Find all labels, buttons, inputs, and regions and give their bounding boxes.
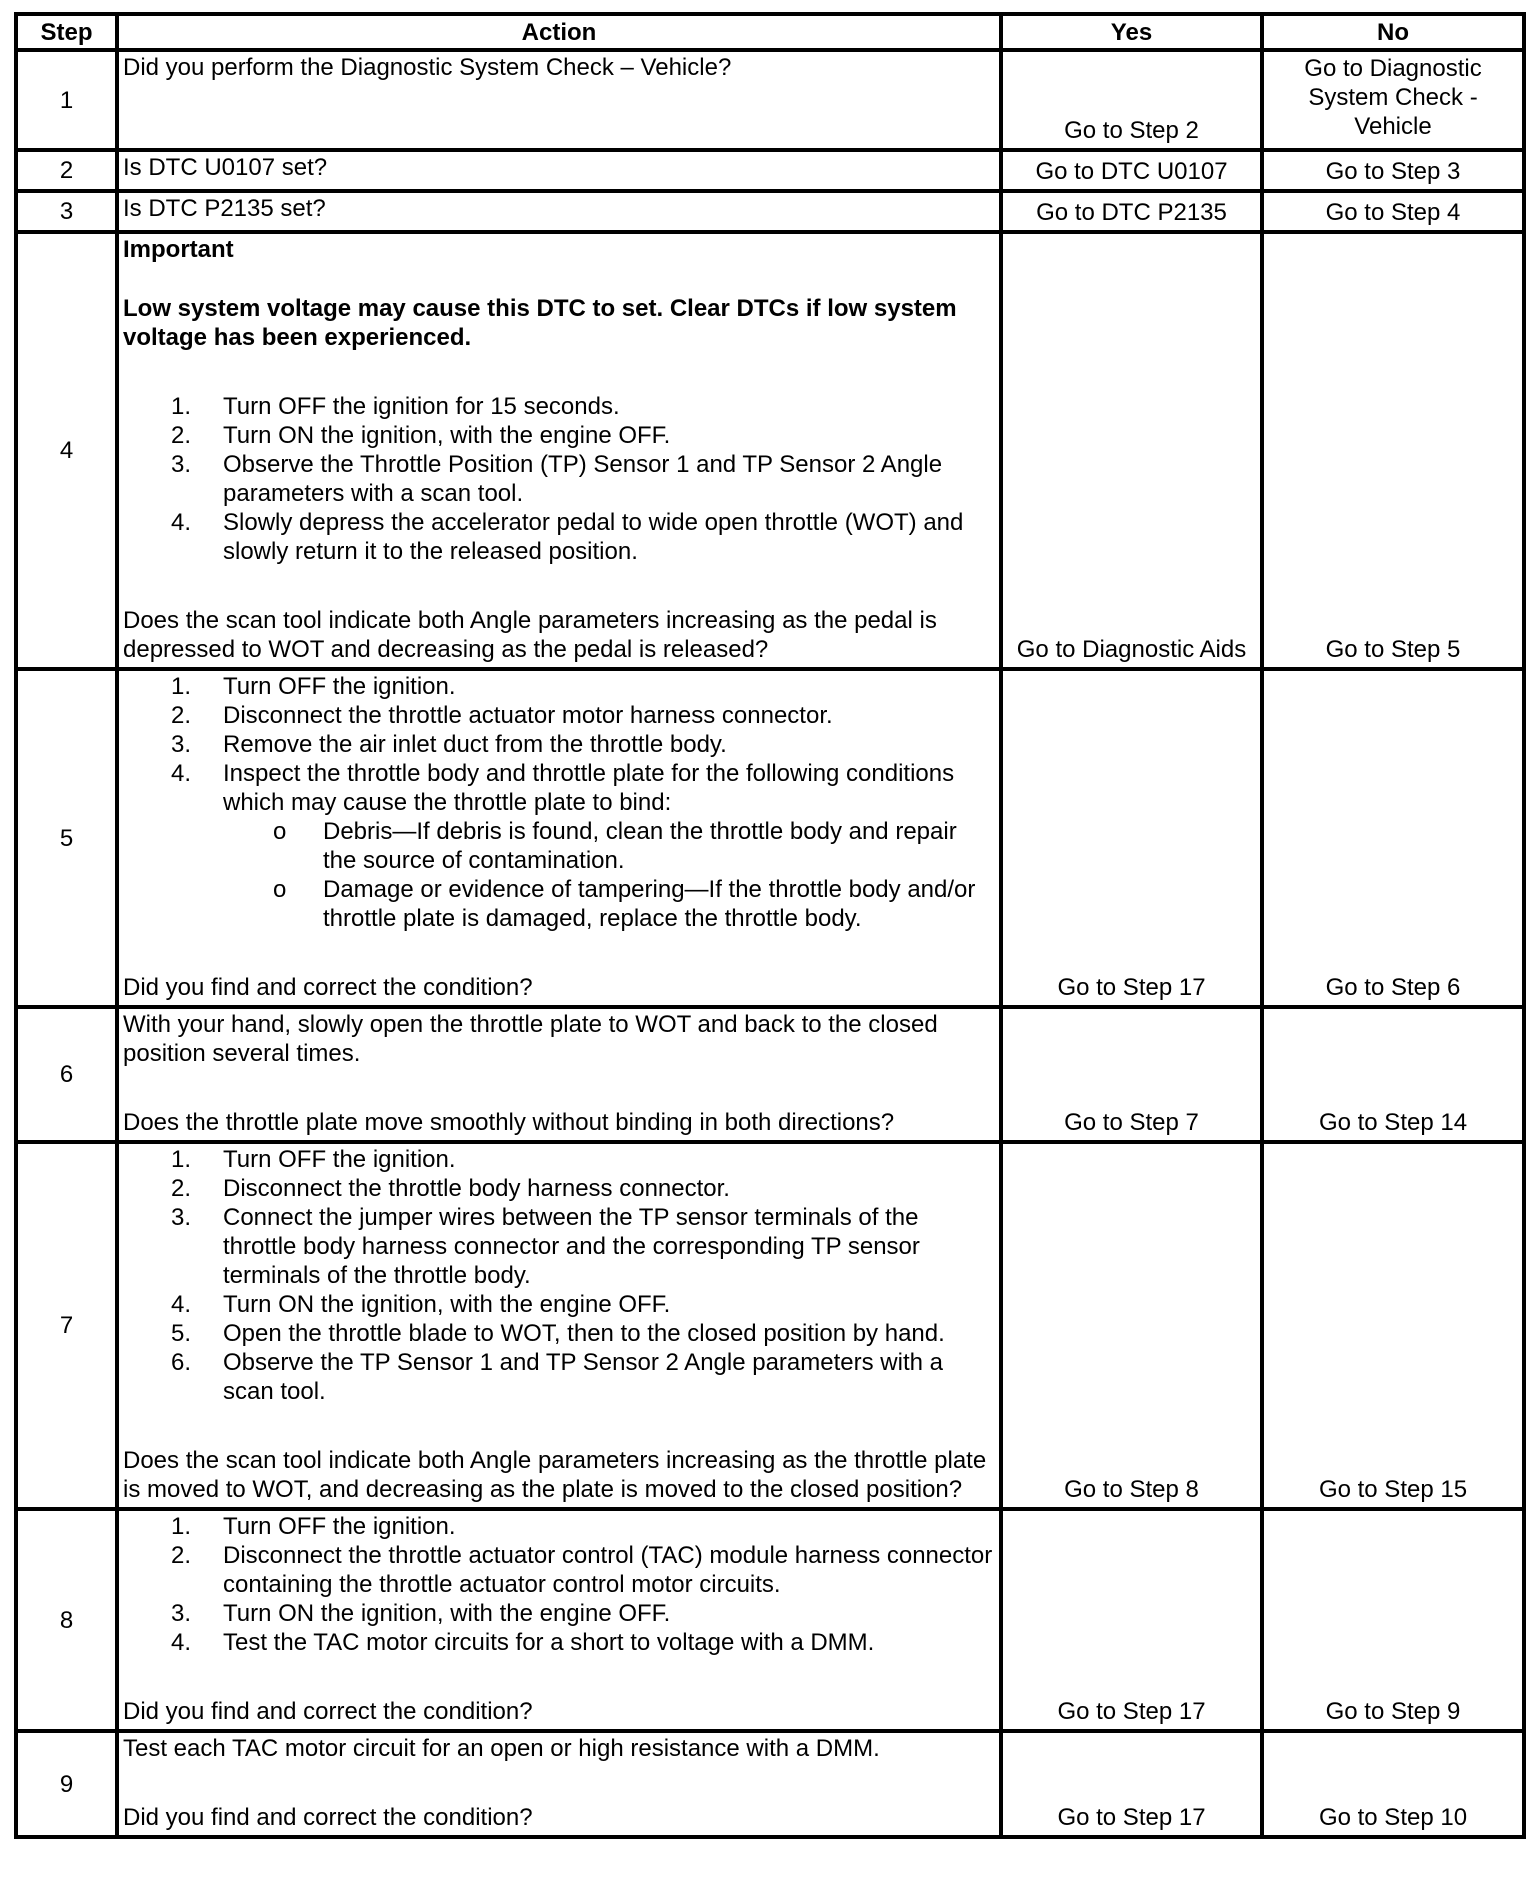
action-question: Is DTC P2135 set? <box>123 195 326 222</box>
header-step: Step <box>16 14 117 50</box>
yes-cell: Go to Step 7 <box>1001 1007 1262 1142</box>
action-cell <box>117 1509 1001 1731</box>
no-cell: Go to Step 4 <box>1262 191 1524 232</box>
diagnostic-table <box>14 12 1526 1839</box>
list-item: 2. Disconnect the throttle actuator control (TAC) module harness connector containing the throttle actuator control motor circuits. <box>171 1542 993 1598</box>
step-number: 6 <box>16 1007 117 1142</box>
procedure-list <box>123 1145 993 1406</box>
list-item: 3. Turn ON the ignition, with the engine OFF. <box>171 1600 671 1627</box>
no-cell: Go to Step 14 <box>1262 1007 1524 1142</box>
no-line: Go to Diagnostic <box>1304 55 1482 82</box>
action-question: Did you find and correct the condition? <box>123 1804 533 1831</box>
table-row <box>16 1731 1524 1837</box>
header-yes: Yes <box>1001 14 1262 50</box>
header-no: No <box>1262 14 1524 50</box>
no-cell: Go to Step 15 <box>1262 1142 1524 1509</box>
table-row <box>16 1007 1524 1142</box>
step-number: 7 <box>16 1142 117 1509</box>
table-row <box>16 191 1524 232</box>
action-cell <box>117 1007 1001 1142</box>
table-row <box>16 1142 1524 1509</box>
list-item: 2. Disconnect the throttle actuator motor harness connector. <box>171 702 833 729</box>
yes-cell: Go to DTC U0107 <box>1001 150 1262 191</box>
list-item: 2. Disconnect the throttle body harness connector. <box>171 1175 730 1202</box>
procedure-list <box>123 672 993 933</box>
action-cell <box>117 232 1001 669</box>
list-item: 4. Inspect the throttle body and throttle plate for the following conditions which may cause the throttle plate to bind: o Debris—If debris is found, clean the throttle body and repair the source of contamination. o Damage or evidence of tampering—If the throttle body and/or throttle plate is damaged, replace the throttle body. <box>171 759 993 933</box>
no-line: Vehicle <box>1354 113 1432 140</box>
list-item: 6. Observe the TP Sensor 1 and TP Sensor 2 Angle parameters with a scan tool. <box>171 1349 943 1405</box>
no-cell: Go to Step 5 <box>1262 232 1524 669</box>
yes-cell: Go to Step 17 <box>1001 669 1262 1007</box>
important-label: Important <box>123 236 234 263</box>
action-cell <box>117 669 1001 1007</box>
yes-cell: Go to DTC P2135 <box>1001 191 1262 232</box>
sub-list-item: o Debris—If debris is found, clean the throttle body and repair the source of contamination. <box>273 818 957 874</box>
step-number: 3 <box>16 191 117 232</box>
table-row <box>16 232 1524 669</box>
no-cell <box>1262 50 1524 150</box>
list-item: 1. Turn OFF the ignition. <box>171 673 456 700</box>
action-question: Does the throttle plate move smoothly without binding in both directions? <box>123 1109 895 1136</box>
action-cell <box>117 150 1001 191</box>
list-item: 2. Turn ON the ignition, with the engine OFF. <box>171 422 671 449</box>
table-row <box>16 50 1524 150</box>
list-item: 1. Turn OFF the ignition. <box>171 1146 456 1173</box>
list-item: 3. Remove the air inlet duct from the throttle body. <box>171 731 727 758</box>
no-cell: Go to Step 3 <box>1262 150 1524 191</box>
action-question: Did you perform the Diagnostic System Check – Vehicle? <box>123 54 732 81</box>
list-item: 1. Turn OFF the ignition for 15 seconds. <box>171 393 620 420</box>
table-row <box>16 1509 1524 1731</box>
action-question: Does the scan tool indicate both Angle parameters increasing as the pedal is depressed to WOT and decreasing as the pedal is released? <box>123 607 937 663</box>
diagnostic-table-sheet <box>14 12 1522 1839</box>
action-instruction: Test each TAC motor circuit for an open or high resistance with a DMM. <box>123 1735 880 1762</box>
table-row <box>16 150 1524 191</box>
list-item: 1. Turn OFF the ignition. <box>171 1513 456 1540</box>
action-cell <box>117 50 1001 150</box>
sub-list-item: o Damage or evidence of tampering—If the throttle body and/or throttle plate is damaged, replace the throttle body. <box>273 876 976 932</box>
step-number: 9 <box>16 1731 117 1837</box>
action-cell <box>117 191 1001 232</box>
list-item: 4. Test the TAC motor circuits for a short to voltage with a DMM. <box>171 1629 875 1656</box>
table-row <box>16 669 1524 1007</box>
step-number: 1 <box>16 50 117 150</box>
table-header-row <box>16 14 1524 50</box>
yes-cell: Go to Step 8 <box>1001 1142 1262 1509</box>
no-cell: Go to Step 9 <box>1262 1509 1524 1731</box>
no-cell: Go to Step 10 <box>1262 1731 1524 1837</box>
action-instruction: With your hand, slowly open the throttle plate to WOT and back to the closed position several times. <box>123 1011 938 1067</box>
yes-cell: Go to Step 2 <box>1001 50 1262 150</box>
no-cell: Go to Step 6 <box>1262 669 1524 1007</box>
sub-list <box>223 817 993 933</box>
action-question: Did you find and correct the condition? <box>123 974 533 1001</box>
yes-cell: Go to Step 17 <box>1001 1509 1262 1731</box>
no-line: System Check - <box>1308 84 1478 111</box>
header-action: Action <box>117 14 1001 50</box>
important-text: Low system voltage may cause this DTC to set. Clear DTCs if low system voltage has been experienced. <box>123 295 957 351</box>
action-cell <box>117 1731 1001 1837</box>
step-number: 4 <box>16 232 117 669</box>
step-number: 5 <box>16 669 117 1007</box>
action-cell <box>117 1142 1001 1509</box>
list-item: 4. Turn ON the ignition, with the engine OFF. <box>171 1291 671 1318</box>
action-question: Does the scan tool indicate both Angle parameters increasing as the throttle plate is moved to WOT, and decreasing as the plate is moved to the closed position? <box>123 1447 987 1503</box>
action-question: Is DTC U0107 set? <box>123 154 328 181</box>
procedure-list <box>123 392 993 566</box>
list-item: 3. Observe the Throttle Position (TP) Sensor 1 and TP Sensor 2 Angle parameters with a scan tool. <box>171 451 943 507</box>
action-question: Did you find and correct the condition? <box>123 1698 533 1725</box>
step-number: 8 <box>16 1509 117 1731</box>
yes-cell: Go to Step 17 <box>1001 1731 1262 1837</box>
list-item: 3. Connect the jumper wires between the TP sensor terminals of the throttle body harness connector and the corresponding TP sensor terminals of the throttle body. <box>171 1204 920 1289</box>
list-item: 4. Slowly depress the accelerator pedal to wide open throttle (WOT) and slowly return it to the released position. <box>171 509 964 565</box>
step-number: 2 <box>16 150 117 191</box>
yes-cell: Go to Diagnostic Aids <box>1001 232 1262 669</box>
list-item: 5. Open the throttle blade to WOT, then to the closed position by hand. <box>171 1320 945 1347</box>
procedure-list <box>123 1512 993 1657</box>
